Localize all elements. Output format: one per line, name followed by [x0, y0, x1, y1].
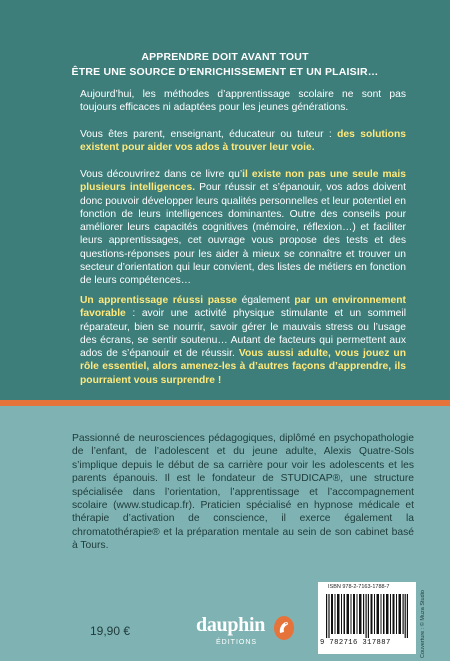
price: 19,90 €: [90, 624, 131, 638]
publisher-logo: [196, 612, 296, 652]
isbn: ISBN 978-2-7163-1788-7: [328, 584, 390, 590]
intelligences-paragraph: [80, 168, 406, 288]
audience-highlight: des solutions existent pour aider vos ados à trouver leur voie.: [80, 129, 406, 154]
intelligences-lead: Vous découvrirez dans ce livre qu’: [80, 169, 243, 180]
headline: [0, 50, 450, 80]
environment-highlight-1: Un apprentissage réussi passe: [80, 295, 237, 306]
publisher-name: dauphin: [196, 614, 266, 636]
intro-paragraph: [80, 88, 406, 115]
headline-line-1: APPRENDRE DOIT AVANT TOUT: [141, 51, 309, 63]
barcode-icon: [326, 594, 408, 638]
headline-line-2: ÊTRE UNE SOURCE D’ENRICHISSEMENT ET UN PLAISIR…: [71, 66, 379, 78]
publisher-subtitle: ÉDITIONS: [216, 639, 258, 646]
barcode-number: 9 782716 317887: [320, 639, 391, 647]
author-bio-text: Passionné de neurosciences pédagogiques, diplômé en psychopathologie de l’enfant, de l’adolescent et du jeune adulte, Alexis Quatre-Sols s’implique depuis le début de sa carrière pour voir les adolescents et les parents épanouis. Il est le fondateur de STUDICAP®, une structure spécialisée dans l’orientation, l’apprentissage et l’accompagnement scolaire (www.studicap.fr). Praticien spécialisé en hypnose médicale et thérapie d’activation de conscience, il exerce également la chromatothérapie® et la préparation mentale au sein de son cabinet basé à Tours.: [72, 433, 414, 552]
dolphin-icon: [274, 616, 294, 640]
environment-text-1: également: [236, 295, 295, 306]
cover-credit: Couverture : © Muza Studio: [420, 590, 426, 658]
environment-paragraph: [80, 294, 406, 387]
barcode-label: [318, 582, 416, 654]
intelligences-body: Pour réussir et s’épanouir, vos ados doivent donc pouvoir développer leurs qualités personnelles et leur potentiel en fonction de leurs intelligences dominantes. Outre des conseils pour améliorer leurs capacités cognitives (mémoire, réflexion…) et faciliter leurs apprentissages, cet ouvrage vous propose des tests et des questions-réponses pour les aider à mieux se connaître et trouver un secteur d’orientation qui leur convient, des listes de métiers en fonction de leurs compétences…: [80, 182, 406, 287]
audience-text: Vous êtes parent, enseignant, éducateur ou tuteur :: [80, 129, 338, 140]
audience-paragraph: [80, 128, 406, 155]
intro-text: Aujourd’hui, les méthodes d’apprentissage scolaire ne sont pas toujours efficaces ni adaptées pour les jeunes générations.: [80, 89, 406, 114]
environment-highlight-3: Vous aussi adulte, vous jouez un rôle essentiel, alors amenez-les à d’autres façons d’apprendre, ils pourraient vous surprendre !: [80, 348, 406, 386]
environment-highlight-2: par un environnement favorable: [80, 295, 406, 320]
intelligences-highlight: il existe non pas une seule mais plusieurs intelligences.: [80, 169, 406, 194]
author-bio: [72, 432, 414, 553]
environment-text-2: : avoir une activité physique stimulante et un sommeil réparateur, bien se nourrir, savoir gérer le mauvais stress ou l’usage des écrans, se sentir soutenu… Autant de facteurs qui permettent aux ados de s’épanouir et de réussir.: [80, 308, 406, 360]
